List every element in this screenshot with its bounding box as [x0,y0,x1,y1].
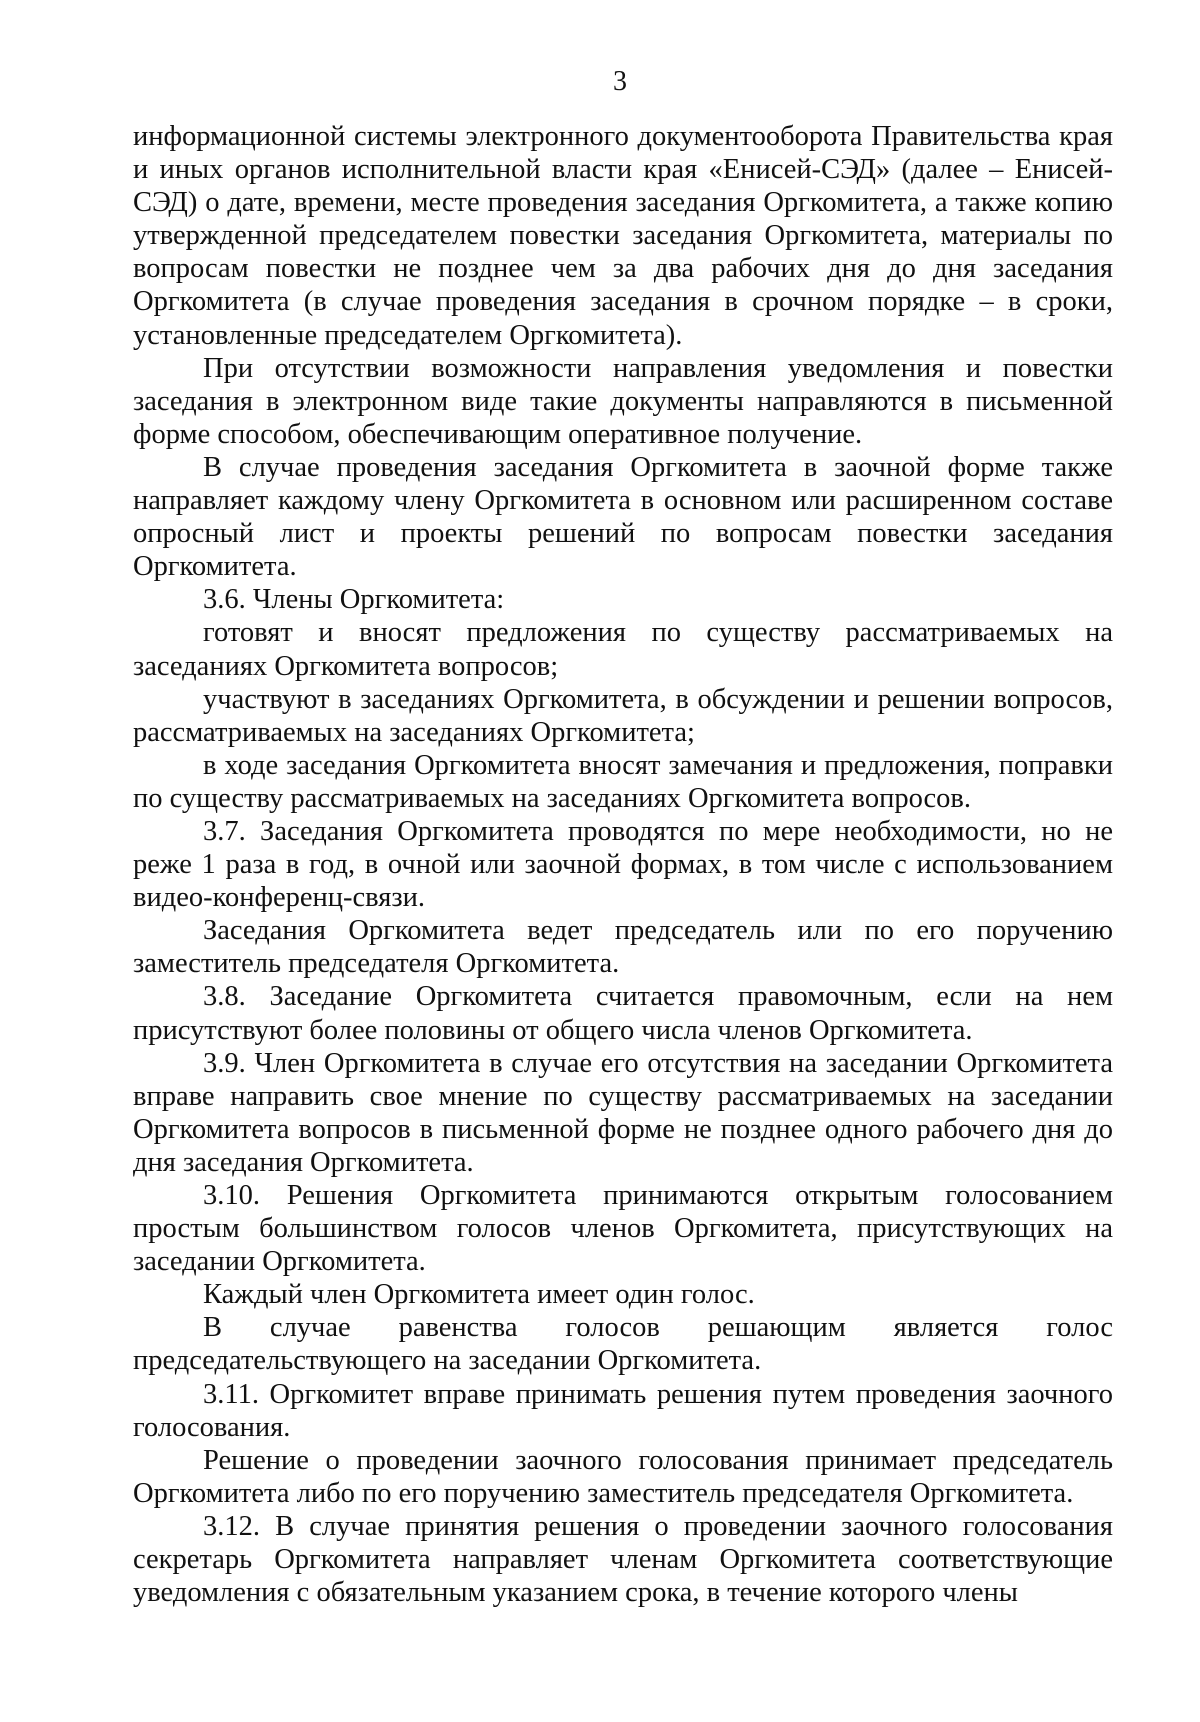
paragraph: В случае равенства голосов решающим является голос председательствующего на заседании Оргкомитета. [133,1312,1113,1377]
paragraph: 3.8. Заседание Оргкомитета считается правомочным, если на нем присутствуют более половины от общего числа членов Оргкомитета. [133,981,1113,1046]
paragraph: 3.11. Оргкомитет вправе принимать решения путем проведения заочного голосования. [133,1378,1113,1443]
paragraph: 3.6. Члены Оргкомитета: [203,584,505,616]
document-body [133,120,1113,1609]
paragraph: Заседания Оргкомитета ведет председатель или по его поручению заместитель председателя Оргкомитета. [133,915,1113,980]
paragraph: 3.12. В случае принятия решения о проведении заочного голосования секретарь Оргкомитета направляет членам Оргкомитета соответствующие уведомления с обязательным указанием срока, в течение которого члены [133,1510,1113,1609]
paragraph: в ходе заседания Оргкомитета вносят замечания и предложения, поправки по существу рассматриваемых на заседаниях Оргкомитета вопросов. [133,749,1113,814]
paragraph: Каждый член Оргкомитета имеет один голос. [203,1279,755,1311]
paragraph: 3.9. Член Оргкомитета в случае его отсутствия на заседании Оргкомитета вправе направить свое мнение по существу рассматриваемых на заседании Оргкомитета вопросов в письменной форме не позднее одного рабочего дня до дня заседания Оргкомитета. [133,1047,1113,1178]
paragraph: информационной системы электронного документооборота Правительства края и иных органов исполнительной власти края «Енисей-СЭД» (далее – Енисей-СЭД) о дате, времени, месте проведения заседания Оргкомитета, а также копию утвержденной председателем повестки заседания Оргкомитета, материалы по вопросам повестки не позднее чем за два рабочих дня до дня заседания Оргкомитета (в случае проведения заседания в срочном порядке – в сроки, установленные председателем Оргкомитета). [133,121,1113,351]
paragraph: Решение о проведении заочного голосования принимает председатель Оргкомитета либо по его поручению заместитель председателя Оргкомитета. [133,1444,1113,1509]
paragraph: В случае проведения заседания Оргкомитета в заочной форме также направляет каждому члену Оргкомитета в основном или расширенном составе опросный лист и проекты решений по вопросам повестки заседания Оргкомитета. [133,451,1113,583]
page-number: 3 [613,66,627,97]
paragraph: 3.10. Решения Оргкомитета принимаются открытым голосованием простым большинством голосов членов Оргкомитета, присутствующих на заседании Оргкомитета. [133,1180,1113,1278]
paragraph: участвуют в заседаниях Оргкомитета, в обсуждении и решении вопросов, рассматриваемых на заседаниях Оргкомитета; [133,683,1113,748]
paragraph: готовят и вносят предложения по существу рассматриваемых на заседаниях Оргкомитета вопросов; [133,617,1113,682]
paragraph: При отсутствии возможности направления уведомления и повестки заседания в электронном виде такие документы направляются в письменной форме способом, обеспечивающим оперативное получение. [133,352,1113,450]
paragraph: 3.7. Заседания Оргкомитета проводятся по мере необходимости, но не реже 1 раза в год, в очной или заочной формах, в том числе с использованием видео-конференц-связи. [133,815,1113,914]
